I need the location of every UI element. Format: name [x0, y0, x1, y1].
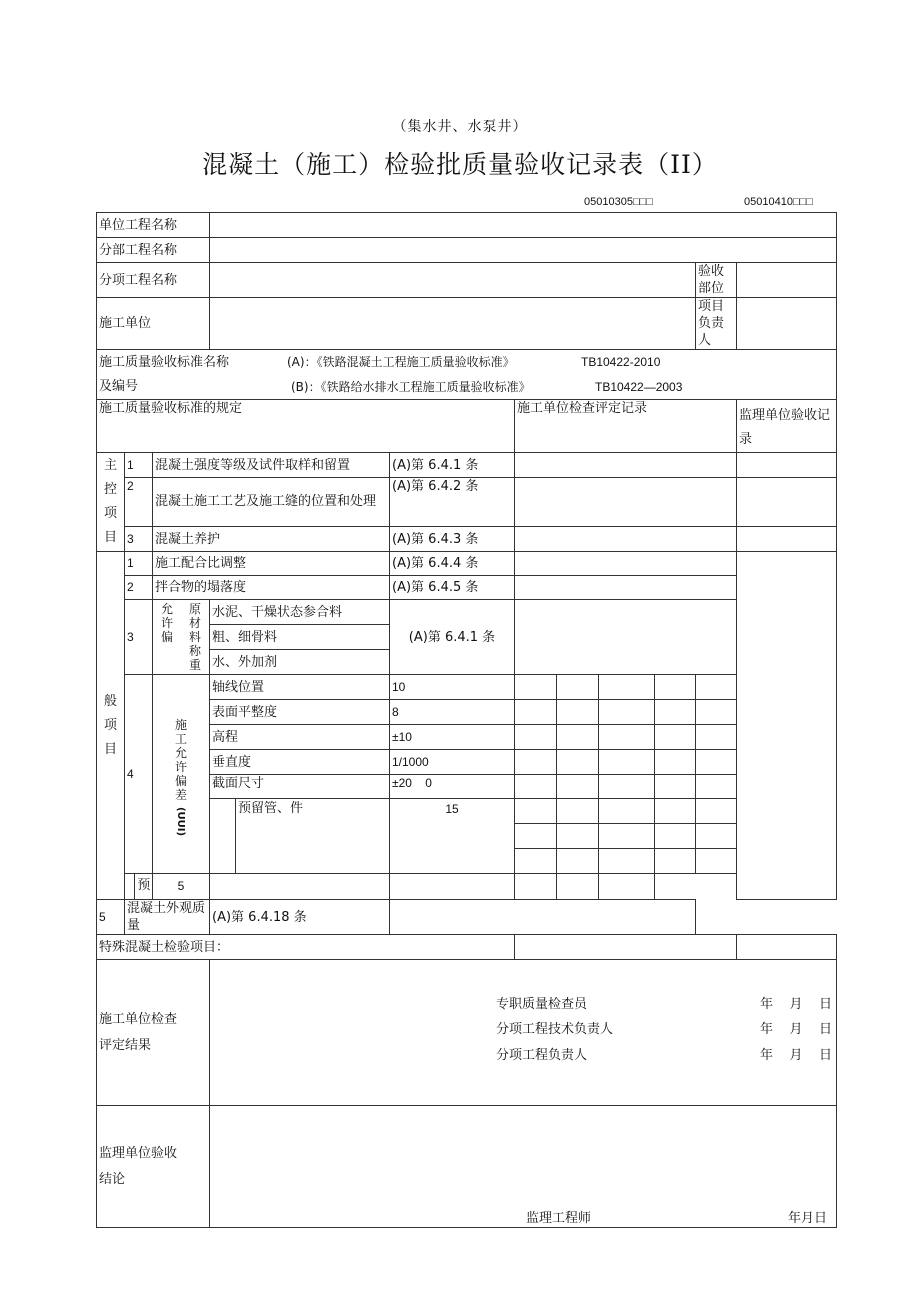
- standard-b-code: TB10422—2003: [595, 380, 683, 394]
- measure-cell[interactable]: [557, 824, 599, 848]
- supervisor-record-header: 监理单位验收记录: [737, 400, 837, 453]
- special-label: 特殊混凝土检验项目：: [97, 935, 515, 960]
- contractor-record-cell[interactable]: [515, 527, 737, 552]
- measure-cell[interactable]: [655, 824, 696, 848]
- item-ref: (A)第 6.4.1 条: [390, 453, 515, 478]
- measure-cell[interactable]: [696, 799, 737, 824]
- contractor-record-cell[interactable]: [390, 900, 696, 935]
- sign-date: 年月日: [788, 1211, 828, 1226]
- deviation-row: 垂直度: [210, 750, 390, 775]
- measure-cell[interactable]: [599, 799, 655, 824]
- standard-label-1: 施工质量验收标准名称: [99, 355, 230, 370]
- standard-label-2: 及编号: [99, 379, 139, 394]
- sub-project-field[interactable]: [210, 238, 837, 263]
- table-row: [97, 900, 837, 935]
- measure-cell[interactable]: [696, 775, 737, 799]
- contractor-record-cell[interactable]: [515, 478, 737, 527]
- measure-cell[interactable]: [655, 775, 696, 799]
- measure-cell[interactable]: [599, 848, 655, 873]
- measure-cell[interactable]: [557, 675, 599, 700]
- material-row: 粗、细骨料: [210, 625, 390, 650]
- measure-cell[interactable]: [557, 725, 599, 750]
- item-ref: (A)第 6.4.18 条: [210, 900, 390, 935]
- special-row: [97, 935, 837, 960]
- measure-cell[interactable]: [696, 824, 737, 848]
- info-row: [97, 238, 837, 263]
- contractor-field[interactable]: [210, 298, 696, 350]
- deviation-row: 轴线位置: [210, 675, 390, 700]
- table-row: [97, 453, 837, 478]
- contractor-result-area[interactable]: [210, 960, 837, 1106]
- deviation-value: 15: [390, 799, 515, 874]
- measure-cell[interactable]: [696, 750, 737, 775]
- measure-cell[interactable]: [210, 874, 390, 900]
- project-lead-field[interactable]: [737, 298, 837, 350]
- form-title: 混凝土（施工）检验批质量验收记录表（II）: [202, 150, 718, 179]
- contractor-record-cell[interactable]: [515, 600, 737, 675]
- measure-cell[interactable]: [515, 848, 557, 873]
- item-ref: (A)第 6.4.5 条: [390, 576, 515, 600]
- measure-cell[interactable]: [515, 799, 557, 824]
- material-weigh-label: 允许偏 原材料称重: [153, 600, 210, 675]
- signer-item-lead: 分项工程负责人: [496, 1048, 588, 1063]
- item-no: 2: [125, 478, 153, 527]
- measure-cell[interactable]: [557, 874, 599, 900]
- form-code-1: 05010305□□□: [584, 196, 653, 208]
- measure-cell[interactable]: [515, 725, 557, 750]
- material-row: 水泥、干燥状态参合料: [210, 600, 390, 625]
- measure-cell[interactable]: [557, 700, 599, 725]
- item-name: 混凝土强度等级及试件取样和留置: [153, 453, 390, 478]
- measure-cell[interactable]: [696, 700, 737, 725]
- reserved-pipes-cell: 预留管、件: [210, 799, 390, 874]
- signer-supervisor: 监理工程师: [526, 1211, 592, 1226]
- supervisor-result-area[interactable]: [210, 1106, 837, 1228]
- supervisor-result-label: 监理单位验收 结论: [97, 1106, 210, 1228]
- signer-tech-lead: 分项工程技术负责人: [496, 1022, 614, 1037]
- table-row: [97, 478, 837, 527]
- measure-cell[interactable]: [515, 775, 557, 799]
- standard-b: (B)：《铁路给水排水工程施工质量验收标准》: [291, 380, 531, 394]
- item-no: 3: [125, 600, 153, 675]
- measure-cell[interactable]: [655, 848, 696, 873]
- reserved-holes-cell: 预: [125, 874, 153, 900]
- table-row: [97, 527, 837, 552]
- measure-cell[interactable]: [557, 799, 599, 824]
- supervisor-record-cell[interactable]: [737, 527, 837, 552]
- standard-a: (A)：《铁路混凝土工程施工质量验收标准》: [287, 355, 515, 369]
- measure-cell[interactable]: [515, 750, 557, 775]
- measure-cell[interactable]: [655, 750, 696, 775]
- info-row: [97, 298, 837, 350]
- measure-cell[interactable]: [515, 700, 557, 725]
- measure-cell[interactable]: [557, 750, 599, 775]
- info-row: [97, 213, 837, 238]
- measure-cell[interactable]: [599, 675, 655, 700]
- accept-part-label: 验收部位: [696, 263, 737, 298]
- item-name: 混凝土施工工艺及施工缝的位置和处理: [153, 478, 390, 527]
- measure-cell[interactable]: [515, 824, 557, 848]
- item-no: 4: [125, 675, 153, 874]
- item-ref: (A)第 6.4.3 条: [390, 527, 515, 552]
- deviation-label: 施工允许偏差 (UUI): [153, 675, 210, 874]
- deviation-value: 8: [390, 700, 515, 725]
- item-name: 混凝土养护: [153, 527, 390, 552]
- accept-part-field[interactable]: [737, 263, 837, 298]
- deviation-value: ±20 0: [390, 775, 515, 799]
- measure-cell[interactable]: [599, 874, 655, 900]
- deviation-value: 10: [390, 675, 515, 700]
- sub-project-label: 分部工程名称: [97, 238, 210, 263]
- supervisor-result-row: [97, 1106, 837, 1228]
- item-project-label: 分项工程名称: [97, 263, 210, 298]
- item-name: 混凝土外观质量: [125, 900, 210, 935]
- form-subtitle: （集水井、水泵井）: [392, 119, 528, 135]
- standard-a-code: TB10422-2010: [581, 355, 661, 369]
- item-no: 1: [125, 552, 153, 576]
- measure-cell[interactable]: [599, 725, 655, 750]
- item-no: 2: [125, 576, 153, 600]
- main-control-label: 主 控 项 目: [97, 453, 125, 552]
- measure-cell[interactable]: [557, 775, 599, 799]
- contractor-record-cell[interactable]: [515, 552, 737, 576]
- item-no: 3: [125, 527, 153, 552]
- table-row: [97, 874, 837, 900]
- project-lead-label: 项目负责人: [696, 298, 737, 350]
- item-ref: (A)第 6.4.4 条: [390, 552, 515, 576]
- form-code-2: 05010410□□□: [744, 196, 813, 208]
- signer-quality-inspector: 专职质量检查员: [496, 997, 588, 1012]
- item-project-field[interactable]: [210, 263, 696, 298]
- table-row: [97, 600, 837, 625]
- deviation-row: 表面平整度: [210, 700, 390, 725]
- item-no: 5: [97, 900, 125, 935]
- table-row: [97, 675, 837, 700]
- sign-date: 年 月 日: [760, 1048, 833, 1063]
- supervisor-record-cell[interactable]: [737, 552, 837, 900]
- contractor-result-row: [97, 960, 837, 1106]
- measure-cell[interactable]: [557, 848, 599, 873]
- measure-cell[interactable]: [655, 725, 696, 750]
- contractor-record-cell[interactable]: [515, 453, 737, 478]
- deviation-value: 5: [153, 874, 210, 900]
- measure-cell[interactable]: [696, 675, 737, 700]
- inspection-table: [96, 212, 837, 1228]
- item-name: 施工配合比调整: [153, 552, 390, 576]
- column-header-row: [97, 400, 837, 453]
- measure-cell[interactable]: [599, 700, 655, 725]
- item-ref: (A)第 6.4.1 条: [390, 600, 515, 675]
- measure-cell[interactable]: [655, 799, 696, 824]
- deviation-row: 截面尺寸: [210, 775, 390, 799]
- contractor-record-cell[interactable]: [515, 576, 737, 600]
- measure-cell[interactable]: [696, 725, 737, 750]
- measure-cell[interactable]: [515, 874, 557, 900]
- special-record-cell[interactable]: [515, 935, 737, 960]
- measure-cell[interactable]: [599, 750, 655, 775]
- rules-header: 施工质量验收标准的规定: [97, 400, 515, 453]
- measure-cell[interactable]: [515, 675, 557, 700]
- table-row: [97, 552, 837, 576]
- measure-cell[interactable]: [390, 874, 515, 900]
- measure-cell[interactable]: [696, 848, 737, 873]
- unit-project-field[interactable]: [210, 213, 837, 238]
- sign-date: 年 月 日: [760, 1022, 833, 1037]
- unit-project-label: 单位工程名称: [97, 213, 210, 238]
- deviation-row: 高程: [210, 725, 390, 750]
- table-row: [97, 576, 837, 600]
- material-row: 水、外加剂: [210, 650, 390, 675]
- contractor-record-header: 施工单位检查评定记录: [515, 400, 737, 453]
- measure-cell[interactable]: [655, 700, 696, 725]
- measure-cell[interactable]: [599, 775, 655, 799]
- measure-cell[interactable]: [599, 824, 655, 848]
- contractor-result-label: 施工单位检查 评定结果: [97, 960, 210, 1106]
- item-no: 1: [125, 453, 153, 478]
- measure-cell[interactable]: [655, 675, 696, 700]
- item-name: 拌合物的塌落度: [153, 576, 390, 600]
- sign-date: 年 月 日: [760, 997, 833, 1012]
- supervisor-record-cell[interactable]: [737, 453, 837, 478]
- info-row: [97, 263, 837, 298]
- item-ref: (A)第 6.4.2 条: [390, 478, 515, 527]
- general-label: 般 项 目: [97, 552, 125, 900]
- contractor-label: 施工单位: [97, 298, 210, 350]
- supervisor-record-cell[interactable]: [737, 478, 837, 527]
- deviation-value: 1/1000: [390, 750, 515, 775]
- standard-row: [97, 350, 837, 400]
- deviation-value: ±10: [390, 725, 515, 750]
- special-supervisor-cell[interactable]: [737, 935, 837, 960]
